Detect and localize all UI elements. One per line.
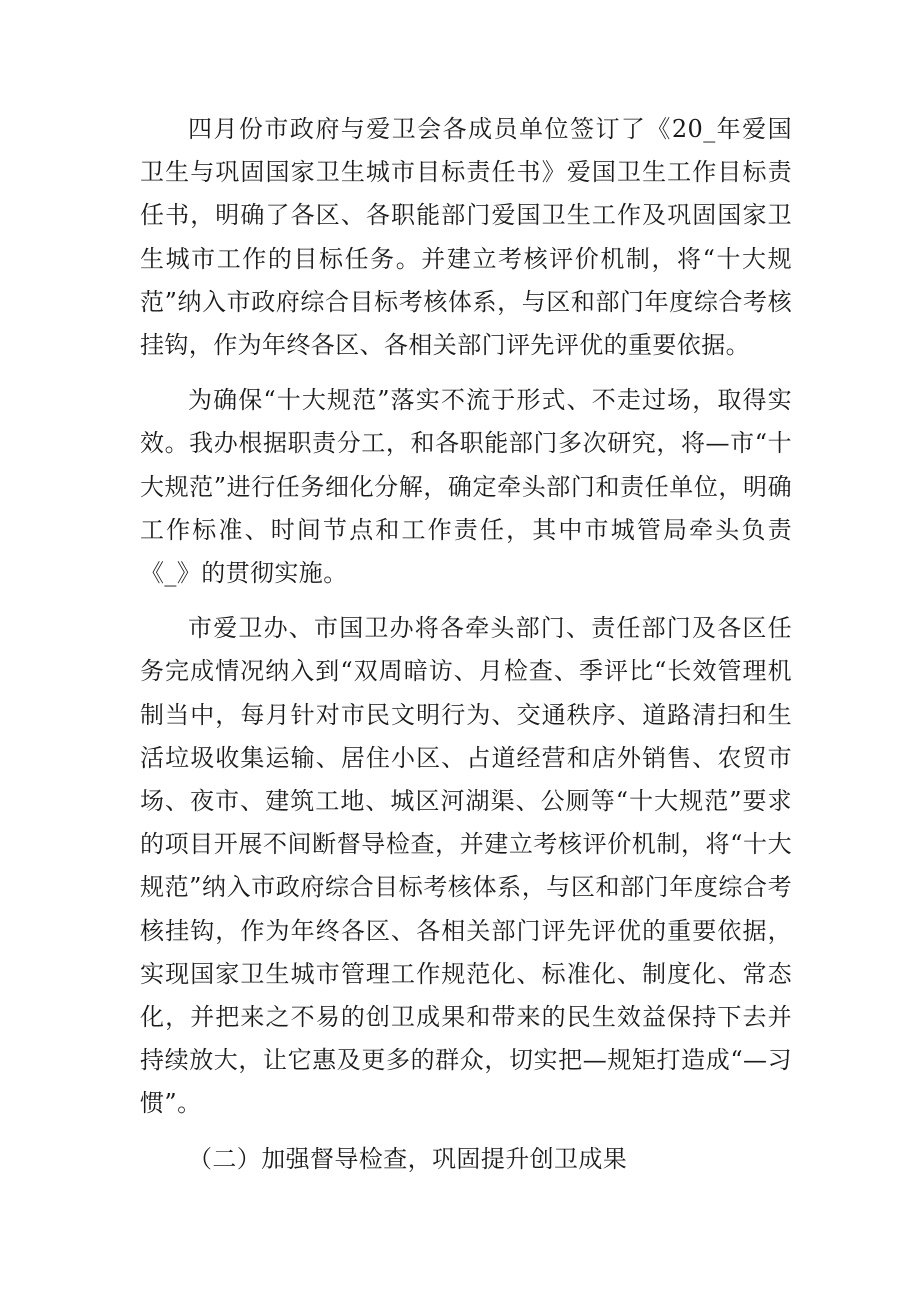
section-heading: （二）加强督导检查，巩固提升创卫成果 — [188, 1144, 628, 1173]
paragraph-2: 为确保“十大规范”落实不流于形式、不走过场，取得实效。我办根据职责分工，和各职能部门多次研究，将—市“十大规范”进行任务细化分解，确定牵头部门和责任单位，明确工作标准、时间节点和工作责任，其中市城管局牵头负责《_》的贯彻实施。 — [140, 386, 792, 588]
document-body — [140, 108, 792, 1181]
paragraph-1: 四月份市政府与爱卫会各成员单位签订了《20_年爱国卫生与巩固国家卫生城市目标责任书》爱国卫生工作目标责任书，明确了各区、各职能部门爱国卫生工作及巩固国家卫生城市工作的目标任务。并建立考核评价机制，将“十大规范”纳入市政府综合目标考核体系，与区和部门年度综合考核挂钩，作为年终各区、各相关部门评先评优的重要依据。 — [140, 115, 792, 360]
paragraph-3: 市爱卫办、市国卫办将各牵头部门、责任部门及各区任务完成情况纳入到“双周暗访、月检查、季评比“长效管理机制当中，每月针对市民文明行为、交通秩序、道路清扫和生活垃圾收集运输、居住小区、占道经营和店外销售、农贸市场、夜市、建筑工地、城区河湖渠、公厕等“十大规范”要求的项目开展不间断督导检查，并建立考核评价机制，将“十大规范”纳入市政府综合目标考核体系，与区和部门年度综合考核挂钩，作为年终各区、各相关部门评先评优的重要依据，实现国家卫生城市管理工作规范化、标准化、制度化、常态化，并把来之不易的创卫成果和带来的民生效益保持下去并持续放大，让它惠及更多的群众，切实把—规矩打造成“—习惯”。 — [140, 614, 792, 1118]
